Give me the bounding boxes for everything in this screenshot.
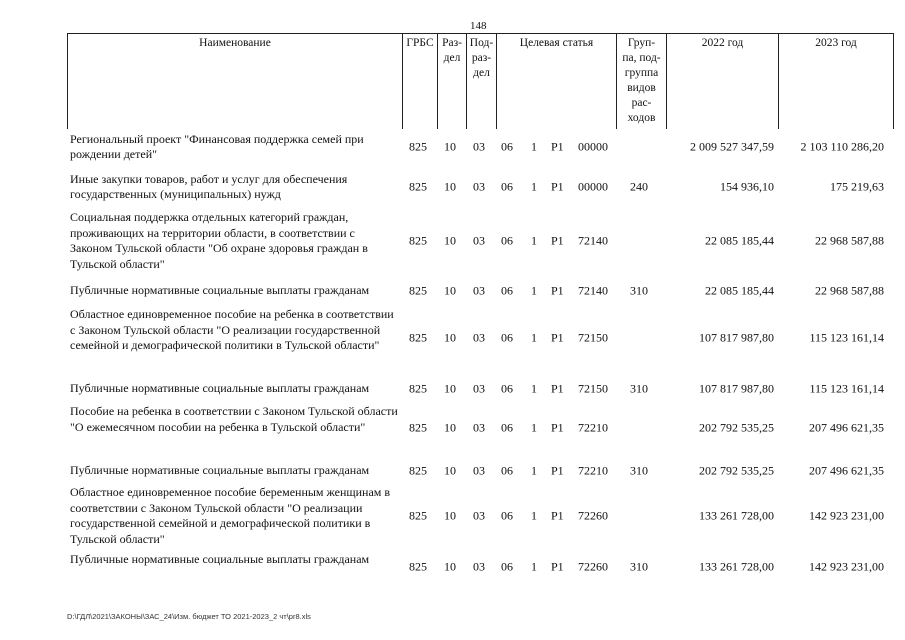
header-2023: 2023 год [778, 34, 894, 129]
cell-rz: 10 [444, 139, 456, 154]
cell-grbs: 825 [409, 330, 427, 345]
cell-rz: 10 [444, 381, 456, 396]
cell-y2023: 22 968 587,88 [815, 283, 884, 298]
cell-t2: 1 [531, 330, 537, 345]
cell-pr: 03 [473, 463, 485, 478]
cell-grbs: 825 [409, 179, 427, 194]
cell-pr: 03 [473, 420, 485, 434]
cell-rz: 10 [444, 330, 456, 345]
cell-y2023: 142 923 231,00 [809, 559, 884, 574]
row-name: Иные закупки товаров, работ и услуг для обеспечения государственных (муниципальных) нужд [70, 171, 348, 201]
cell-pr: 03 [473, 559, 485, 574]
cell-rz: 10 [444, 283, 456, 298]
cell-t3: P1 [551, 283, 564, 298]
cell-pr: 03 [473, 381, 485, 396]
cell-y2023: 115 123 161,14 [809, 381, 884, 396]
cell-t1: 06 [501, 283, 513, 298]
header-expense-group: Груп- па, под- группа видов рас- ходов [616, 34, 666, 129]
cell-t1: 06 [501, 381, 513, 396]
cell-t3: P1 [551, 179, 564, 194]
cell-t2: 1 [531, 381, 537, 396]
cell-rz: 10 [444, 508, 456, 523]
cell-y2022: 202 792 535,25 [699, 420, 774, 434]
page-number: 148 [470, 20, 487, 32]
cell-vr: 240 [630, 179, 648, 194]
cell-y2022: 107 817 987,80 [699, 381, 774, 396]
cell-y2022: 22 085 185,44 [705, 233, 774, 248]
cell-t3: P1 [551, 420, 564, 434]
cell-grbs: 825 [409, 139, 427, 154]
cell-vr: 310 [630, 283, 648, 298]
cell-t3: P1 [551, 330, 564, 345]
row-name: Публичные нормативные социальные выплаты гражданам [70, 551, 370, 566]
cell-t1: 06 [501, 508, 513, 523]
cell-y2023: 207 496 621,35 [809, 463, 884, 478]
cell-y2023: 22 968 587,88 [815, 233, 884, 248]
cell-pr: 03 [473, 508, 485, 523]
cell-t4: 72260 [578, 508, 608, 523]
cell-t4: 72140 [578, 283, 608, 298]
row-name: Региональный проект "Финансовая поддержка семей при рождении детей" [70, 131, 364, 161]
row-name: Публичные нормативные социальные выплаты гражданам [70, 463, 370, 478]
cell-y2022: 133 261 728,00 [699, 559, 774, 574]
table-row [67, 376, 894, 402]
cell-vr: 310 [630, 381, 648, 396]
cell-t4: 00000 [578, 139, 608, 154]
cell-t2: 1 [531, 139, 537, 154]
table-row [67, 168, 894, 206]
cell-grbs: 825 [409, 233, 427, 248]
cell-t4: 72210 [578, 420, 608, 434]
cell-t4: 72150 [578, 330, 608, 345]
cell-grbs: 825 [409, 420, 427, 434]
table-row [67, 458, 894, 484]
cell-y2022: 107 817 987,80 [699, 330, 774, 345]
cell-t2: 1 [531, 283, 537, 298]
cell-grbs: 825 [409, 283, 427, 298]
cell-pr: 03 [473, 330, 485, 345]
cell-rz: 10 [444, 463, 456, 478]
header-target-article: Целевая статья [496, 34, 616, 129]
cell-y2023: 207 496 621,35 [809, 420, 884, 434]
cell-y2022: 133 261 728,00 [699, 508, 774, 523]
table-row [67, 208, 894, 274]
header-2022: 2022 год [666, 34, 778, 129]
cell-rz: 10 [444, 233, 456, 248]
table-row [67, 128, 894, 166]
cell-t3: P1 [551, 381, 564, 396]
cell-t1: 06 [501, 139, 513, 154]
cell-t1: 06 [501, 233, 513, 248]
header-podrazdel: Под- раз- дел [466, 34, 496, 129]
cell-y2023: 142 923 231,00 [809, 508, 884, 523]
cell-rz: 10 [444, 559, 456, 574]
cell-y2022: 202 792 535,25 [699, 463, 774, 478]
cell-t2: 1 [531, 233, 537, 248]
cell-pr: 03 [473, 233, 485, 248]
footer-file-path: D:\ГДЛ\2021\ЗАКОНЫ\ЗАС_24\Изм. бюджет ТО 2021-2023_2 чт\pr8.xls [67, 612, 311, 621]
table-row [67, 484, 894, 548]
cell-t3: P1 [551, 559, 564, 574]
table-row [67, 401, 894, 454]
cell-t4: 72260 [578, 559, 608, 574]
row-name: Публичные нормативные социальные выплаты гражданам [70, 381, 370, 396]
cell-t1: 06 [501, 559, 513, 574]
cell-t2: 1 [531, 420, 537, 434]
cell-t3: P1 [551, 139, 564, 154]
cell-y2022: 22 085 185,44 [705, 283, 774, 298]
cell-t4: 72210 [578, 463, 608, 478]
cell-pr: 03 [473, 139, 485, 154]
row-name: Публичные нормативные социальные выплаты гражданам [70, 283, 370, 298]
cell-vr: 310 [630, 463, 648, 478]
cell-grbs: 825 [409, 381, 427, 396]
cell-t4: 72140 [578, 233, 608, 248]
header-name: Наименование [67, 34, 402, 129]
table-row [67, 303, 894, 373]
table-row [67, 551, 894, 583]
cell-t1: 06 [501, 179, 513, 194]
cell-t2: 1 [531, 508, 537, 523]
row-name: Областное единовременное пособие на ребенка в соответствии с Законом Тульской области "О реализации государственной семейной и демографической политики в Тульской области" [70, 307, 394, 352]
cell-rz: 10 [444, 179, 456, 194]
row-name: Областное единовременное пособие беременным женщинам в соответствии с Законом Тульской области "О реализации государственной семейной и демографической политики в Тульской области" [70, 485, 391, 546]
cell-t4: 00000 [578, 179, 608, 194]
cell-t1: 06 [501, 463, 513, 478]
cell-y2022: 2 009 527 347,59 [690, 139, 774, 154]
row-name: Пособие на ребенка в соответствии с Законом Тульской области "О ежемесячном пособии на ребенка в Тульской области" [70, 404, 398, 434]
cell-grbs: 825 [409, 508, 427, 523]
cell-grbs: 825 [409, 559, 427, 574]
cell-rz: 10 [444, 420, 456, 434]
cell-t2: 1 [531, 559, 537, 574]
cell-pr: 03 [473, 179, 485, 194]
cell-t3: P1 [551, 508, 564, 523]
cell-y2023: 175 219,63 [830, 179, 884, 194]
table-row [67, 278, 894, 304]
cell-t3: P1 [551, 233, 564, 248]
cell-y2023: 2 103 110 286,20 [800, 139, 884, 154]
cell-t4: 72150 [578, 381, 608, 396]
cell-y2023: 115 123 161,14 [809, 330, 884, 345]
cell-y2022: 154 936,10 [720, 179, 774, 194]
cell-pr: 03 [473, 283, 485, 298]
cell-grbs: 825 [409, 463, 427, 478]
cell-t2: 1 [531, 179, 537, 194]
cell-vr: 310 [630, 559, 648, 574]
cell-t2: 1 [531, 463, 537, 478]
table-header [67, 33, 894, 129]
header-razdel: Раз- дел [437, 34, 466, 129]
header-grbs: ГРБС [402, 34, 437, 129]
cell-t1: 06 [501, 330, 513, 345]
row-name: Социальная поддержка отдельных категорий граждан, проживающих на территории области, в соответствии с Законом Тульской области "Об охране здоровья граждан в Тульской области" [70, 210, 368, 271]
cell-t3: P1 [551, 463, 564, 478]
cell-t1: 06 [501, 420, 513, 434]
